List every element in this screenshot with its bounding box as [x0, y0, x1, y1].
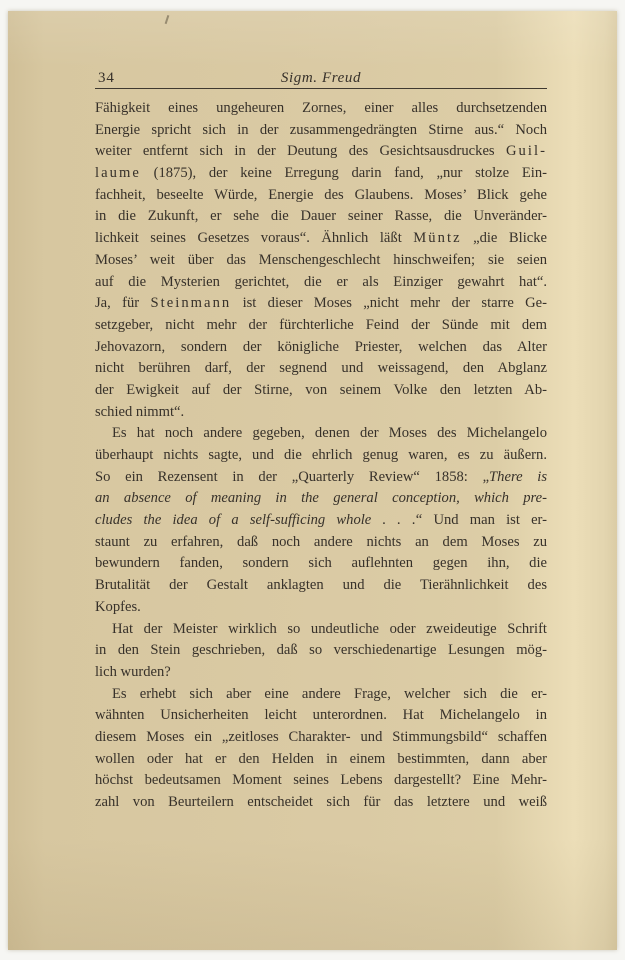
text-line: Ja, für Steinmann ist dieser Moses „nicht mehr der starre Ge-	[95, 295, 547, 312]
text-line: überhaupt nichts sagte, und die ehrlich genug waren, es zu äußern.	[95, 447, 547, 463]
text-line: Hat der Meister wirklich so undeutliche oder zweideutige Schrift	[112, 620, 547, 637]
text-line: setzgeber, nicht mehr der fürchterliche Feind der Sünde mit dem	[95, 316, 547, 333]
text-line: wollen oder hat er den Helden in einem bestimmten, dann aber	[95, 750, 547, 767]
page-body	[95, 98, 547, 814]
text-line: laume (1875), der keine Erregung darin fand, „nur stolze Ein-	[95, 165, 547, 182]
scan-artifact-mark	[165, 15, 169, 24]
text-line: nicht berühren darf, der segnend und weissagend, den Abglanz	[95, 360, 547, 377]
text-block	[95, 65, 547, 814]
text-line: Fähigkeit eines ungeheuren Zornes, einer alles durchsetzenden	[95, 100, 547, 116]
text-line: diesem Moses ein „zeitloses Charakter- und Stimmungsbild“ schaffen	[95, 728, 547, 745]
text-line: zahl von Beurteilern entscheidet sich für das letztere und weiß	[95, 794, 547, 810]
text-line: lichkeit seines Gesetzes voraus“. Ähnlich läßt Müntz „die Blicke	[95, 230, 548, 247]
text-line: der Ewigkeit auf der Stirne, von seinem Volke den letzten Ab-	[95, 381, 547, 398]
text-line: Brutalität der Gestalt anklagten und die Tierähnlichkeit des	[95, 577, 547, 594]
text-line: lich wurden?	[95, 663, 171, 680]
text-line: Jehovazorn, sondern der königliche Priester, welchen das Alter	[95, 338, 547, 355]
text-line: Es hat noch andere gegeben, denen der Moses des Michelangelo	[112, 425, 547, 442]
text-line: staunt zu erfahren, daß noch andere nichts an dem Moses zu	[95, 533, 547, 550]
text-line: Moses’ weit über das Menschengeschlecht hinschweifen; sie seien	[95, 251, 547, 268]
text-line: wähnten Unsicherheiten leicht unterordnen. Hat Michelangelo in	[95, 707, 547, 724]
text-line: fachheit, beseelte Würde, Energie des Glaubens. Moses’ Blick gehe	[95, 186, 547, 203]
text-line: cludes the idea of a self-sufficing whole . . .“ Und man ist er-	[95, 512, 547, 529]
page-number: 34	[98, 70, 115, 86]
book-page	[8, 11, 617, 950]
text-line: Es erhebt sich aber eine andere Frage, welcher sich die er-	[112, 685, 547, 702]
text-line: höchst bedeutsamen Moment seines Lebens dargestellt? Eine Mehr-	[95, 772, 547, 789]
text-line: bewundern fanden, sondern sich auflehnten gegen ihn, die	[95, 555, 547, 572]
text-line: an absence of meaning in the general conception, which pre-	[95, 490, 547, 507]
page-header	[95, 65, 547, 89]
text-line: weiter entfernt sich in der Deutung des Gesichtsausdruckes Guil-	[95, 143, 547, 160]
running-head: Sigm. Freud	[280, 70, 362, 86]
text-line: Energie spricht sich in der zusammengedrängten Stirne aus.“ Noch	[95, 121, 547, 138]
text-line: schied nimmt“.	[95, 403, 185, 420]
text-line: Kopfes.	[95, 598, 141, 615]
text-line: So ein Rezensent in der „Quarterly Review“ 1858: „There is	[95, 468, 547, 485]
text-line: in die Zukunft, er sehe die Dauer seiner Rasse, die Unveränder-	[95, 208, 547, 225]
text-line: in den Stein geschrieben, daß so verschiedenartige Lesungen mög-	[95, 642, 547, 659]
text-line: auf die Mysterien gerichtet, die er als Einziger gewahrt hat“.	[95, 273, 547, 290]
